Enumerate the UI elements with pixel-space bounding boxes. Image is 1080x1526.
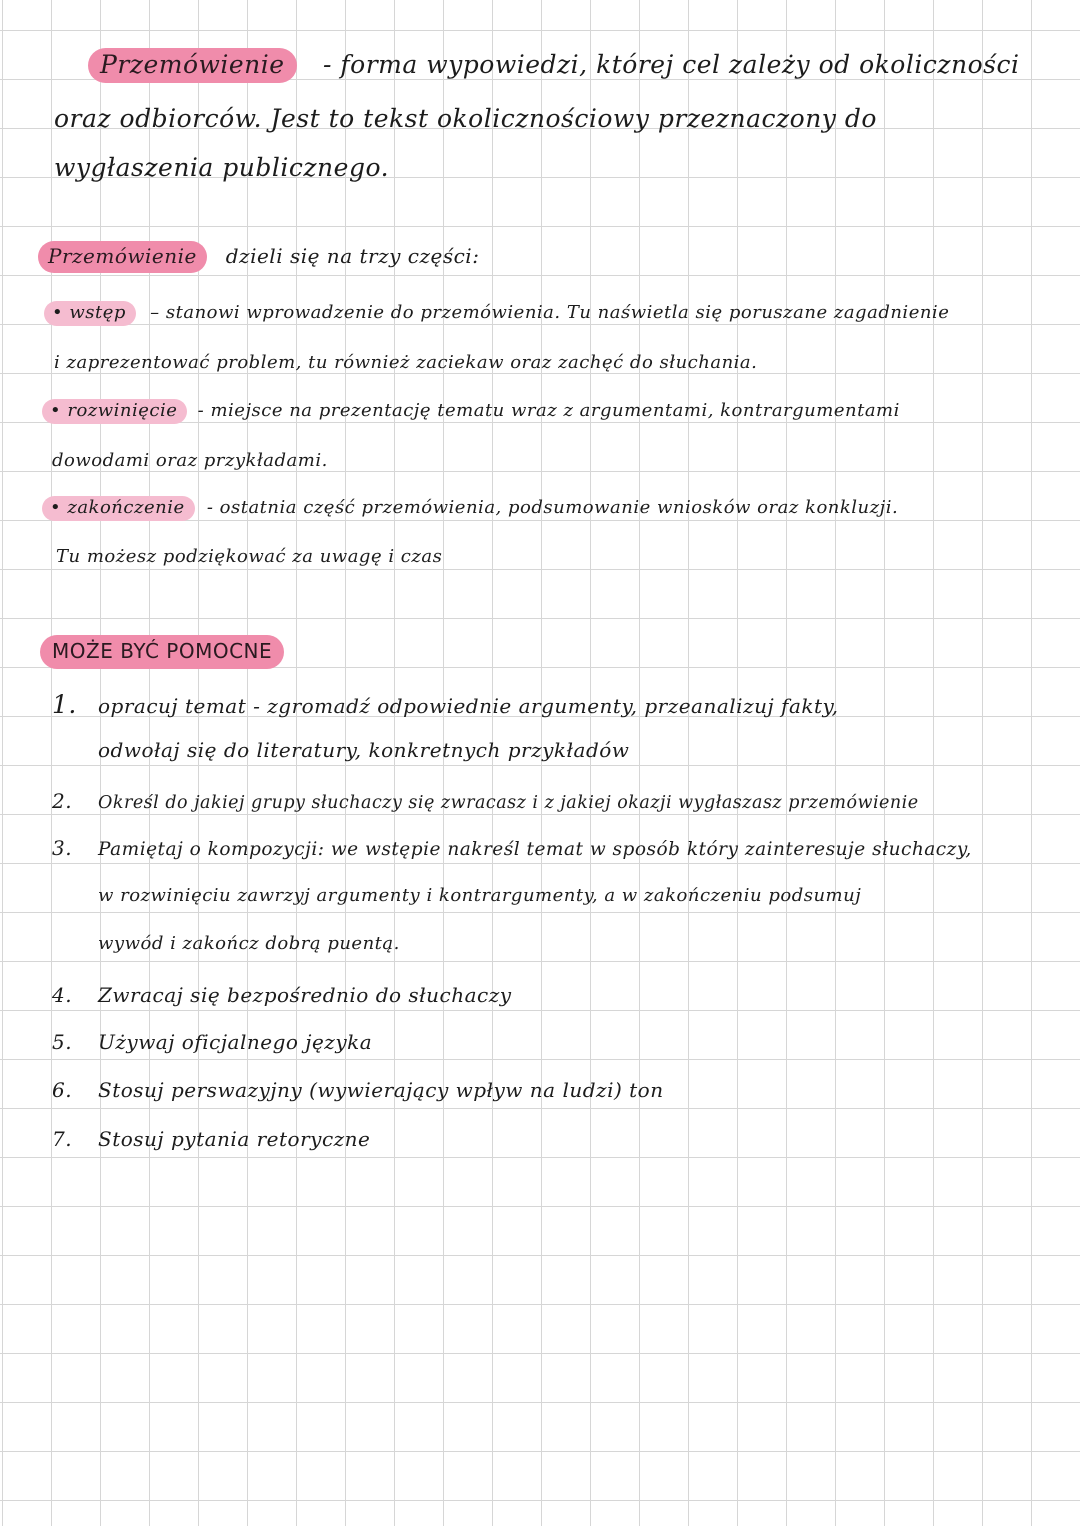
rozwiniecie-label: • rozwinięcie <box>42 399 187 424</box>
tip-text: Stosuj pytania retoryczne <box>98 1127 371 1151</box>
wstep-text-1: – stanowi wprowadzenie do przemówienia. Tu naświetla się poruszane zagadnienie <box>150 302 950 323</box>
intro-term-highlight: Przemówienie <box>88 48 297 83</box>
zakonczenie-label: • zakończenie <box>42 496 195 521</box>
tip-text: opracuj temat - zgromadź odpowiednie argumenty, przeanalizuj fakty, <box>98 694 839 718</box>
wstep-label: • wstęp <box>44 301 136 326</box>
tip-item-3-line-2: w rozwinięciu zawrzyj argumenty i kontrargumenty, a w zakończeniu podsumuj <box>98 885 862 906</box>
rozwiniecie-line-1 <box>42 400 900 421</box>
tip-item-5 <box>52 1030 372 1054</box>
tip-item-1 <box>52 690 839 719</box>
intro-line-3: wygłaszenia publicznego. <box>54 153 390 182</box>
intro-line-1 <box>88 50 1020 79</box>
zakonczenie-line-2: Tu możesz podziękować za uwagę i czas <box>56 546 443 567</box>
tip-text: Pamiętaj o kompozycji: we wstępie nakreśl temat w sposób który zainteresuje słuchaczy, <box>98 839 972 860</box>
tip-text: Używaj oficjalnego języka <box>98 1030 373 1054</box>
intro-line-2: oraz odbiorców. Jest to tekst okolicznościowy przeznaczony do <box>54 104 877 133</box>
tip-item-6 <box>52 1078 664 1102</box>
tip-item-7 <box>52 1127 370 1151</box>
rozwiniecie-line-2: dowodami oraz przykładami. <box>52 450 328 471</box>
tip-number: 3. <box>52 836 73 860</box>
wstep-line-2: i zaprezentować problem, tu również zaciekaw oraz zachęć do słuchania. <box>54 352 758 373</box>
parts-heading <box>38 244 479 268</box>
tip-item-3-line-3: wywód i zakończ dobrą puentą. <box>98 933 400 954</box>
tip-number: 7. <box>52 1127 73 1151</box>
zakonczenie-line-1 <box>42 497 898 518</box>
tip-text: Zwracaj się bezpośrednio do słuchaczy <box>98 983 512 1007</box>
intro-definition-text: - forma wypowiedzi, której cel zależy od okoliczności <box>323 50 1020 79</box>
tip-text: Określ do jakiej grupy słuchaczy się zwracasz i z jakiej okazji wygłaszasz przemówienie <box>98 793 919 813</box>
tip-item-3 <box>52 836 972 860</box>
tip-number: 5. <box>52 1030 73 1054</box>
rozwiniecie-text-1: - miejsce na prezentację tematu wraz z argumentami, kontrargumentami <box>197 400 900 421</box>
wstep-line-1 <box>44 302 949 323</box>
tip-item-1-line-2: odwołaj się do literatury, konkretnych przykładów <box>98 738 630 762</box>
tip-number: 1. <box>52 690 77 719</box>
parts-term-highlight: Przemówienie <box>38 241 207 273</box>
tip-text: Stosuj perswazyjny (wywierający wpływ na ludzi) ton <box>98 1078 664 1102</box>
zakonczenie-text-1: - ostatnia część przemówienia, podsumowanie wniosków oraz konkluzji. <box>206 497 899 518</box>
parts-heading-text: dzieli się na trzy części: <box>225 244 480 268</box>
tip-item-4 <box>52 983 512 1007</box>
tip-number: 4. <box>52 983 73 1007</box>
tip-number: 2. <box>52 789 73 813</box>
tips-heading <box>40 639 284 664</box>
tips-heading-highlight: MOŻE BYĆ POMOCNE <box>40 635 284 669</box>
tip-item-2 <box>52 789 919 813</box>
tip-number: 6. <box>52 1078 73 1102</box>
